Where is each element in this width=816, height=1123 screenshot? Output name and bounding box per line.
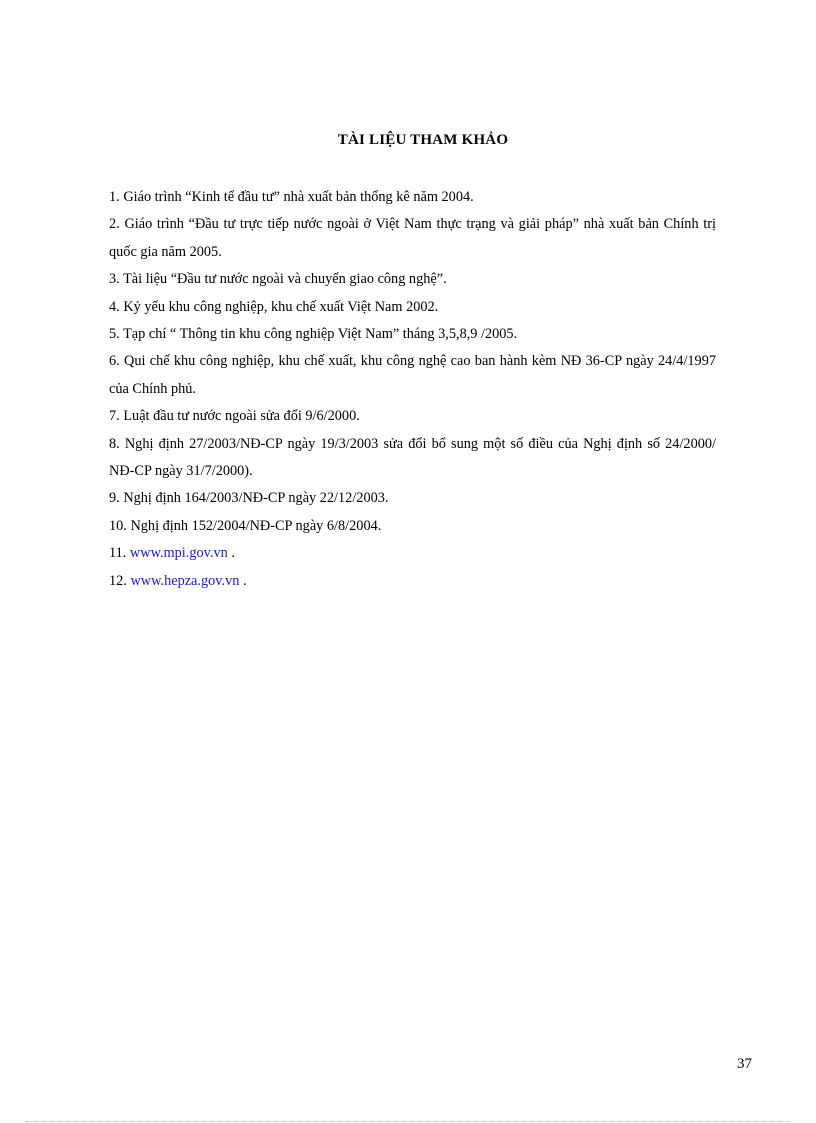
page-title: TÀI LIỆU THAM KHẢO xyxy=(337,132,509,148)
reference-number: 4. xyxy=(109,298,120,315)
reference-link-mpi[interactable]: www.mpi.gov.vn xyxy=(129,545,228,562)
page-bottom-divider xyxy=(26,1121,790,1122)
reference-item xyxy=(109,513,716,540)
reference-number: 3. xyxy=(109,271,120,288)
reference-text: Kỷ yếu khu công nghiệp, khu chế xuất Việt Nam 2002. xyxy=(123,298,439,315)
reference-list xyxy=(109,184,716,595)
reference-item xyxy=(109,348,716,403)
page-number: 37 xyxy=(737,1056,752,1072)
reference-number: 10. xyxy=(109,517,127,534)
reference-text: Tạp chí “ Thông tin khu công nghiệp Việt Nam” tháng 3,5,8,9 /2005. xyxy=(123,326,518,343)
reference-item xyxy=(109,184,716,211)
reference-item xyxy=(109,321,716,348)
reference-text: Tài liệu “Đầu tư nước ngoài và chuyển giao công nghệ”. xyxy=(123,271,447,288)
reference-text: Nghị định 164/2003/NĐ-CP ngày 22/12/2003. xyxy=(123,490,389,507)
reference-text: Giáo trình “Đầu tư trực tiếp nước ngoài ở Việt Nam thực trạng và giải pháp” nhà xuất bản Chính trị quốc gia năm 2005. xyxy=(109,216,716,260)
reference-text: Qui chế khu công nghiệp, khu chế xuất, khu công nghệ cao ban hành kèm NĐ 36-CP ngày 24/4/1997 của Chính phủ. xyxy=(109,353,717,397)
reference-link-hepza[interactable]: www.hepza.gov.vn xyxy=(130,572,240,589)
reference-number: 2. xyxy=(109,216,120,233)
reference-number: 5. xyxy=(109,326,120,343)
reference-number: 11. xyxy=(109,545,127,562)
reference-text: Luật đầu tư nước ngoài sửa đổi 9/6/2000. xyxy=(123,408,360,425)
reference-suffix: . xyxy=(227,545,235,562)
reference-item xyxy=(109,540,716,567)
reference-number: 8. xyxy=(109,435,120,452)
reference-text: Nghị định 152/2004/NĐ-CP ngày 6/8/2004. xyxy=(130,517,382,534)
reference-number: 9. xyxy=(109,490,120,507)
reference-item xyxy=(109,211,716,266)
reference-text: Giáo trình “Kinh tế đầu tư” nhà xuất bản thống kê năm 2004. xyxy=(123,189,474,205)
reference-number: 6. xyxy=(109,353,120,370)
reference-item xyxy=(109,294,716,321)
reference-suffix: . xyxy=(239,572,247,589)
reference-item xyxy=(109,403,716,430)
reference-number: 1. xyxy=(109,189,120,205)
reference-number: 7. xyxy=(109,408,120,425)
reference-item xyxy=(109,568,716,595)
reference-item xyxy=(109,431,716,486)
reference-number: 12. xyxy=(109,572,127,589)
reference-text: Nghị định 27/2003/NĐ-CP ngày 19/3/2003 sửa đổi bổ sung một số điều của Nghị định số 24/2000/ NĐ-CP ngày 31/7/2000). xyxy=(109,435,716,480)
reference-item xyxy=(109,485,716,512)
reference-item xyxy=(109,266,716,293)
